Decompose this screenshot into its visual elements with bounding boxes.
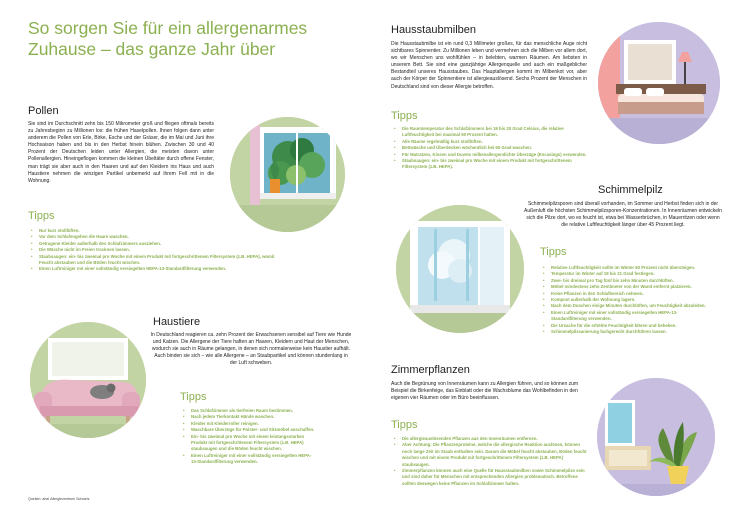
hausstaubmilben-title: Hausstaubmilben [391, 24, 476, 36]
list-item: • Waschbare Überzüge für Polster- und Sitzmöbel anschaffen. [180, 427, 315, 433]
list-item: • Die Ursache für die erhöhte Feuchtigkeit klären und beheben. [540, 323, 712, 329]
list-item: • Das Schlafzimmer als tierfreien Raum bestimmen. [180, 408, 315, 414]
pollen-title: Pollen [28, 105, 59, 117]
pollen-illustration [230, 117, 345, 232]
list-item: • Kleider mit Kleiderroller reinigen. [180, 421, 315, 427]
zimmerpflanzen-tips-list [391, 436, 591, 487]
list-item: • Kompost außerhalb der Wohnung lagern. [540, 297, 712, 303]
hausstaubmilben-tips-list [391, 126, 591, 171]
list-item: • Alle Räume regelmäßig kurz stoßlüften. [391, 139, 591, 145]
schimmelpilz-tips-list [540, 265, 712, 335]
hausstaubmilben-tips-title: Tipps [391, 110, 418, 122]
list-item: • Möbel mindestens zehn Zentimeter von der Wand entfernt platzieren. [540, 284, 712, 290]
list-item: • Staubsaugen: ein- bis zweimal pro Woche mit einem Produkt mit fortgeschrittenem Filtersystem (z.B. HEPA). [391, 158, 591, 171]
list-item: • Für Matratzen, Kissen und Duvets milbenallergendichte Überzüge (Encasings) verwenden. [391, 152, 591, 158]
list-item: • Nach jedem Tierkontakt Hände waschen. [180, 414, 315, 420]
window-plant-illustration [230, 117, 345, 232]
zimmerpflanzen-tips-title: Tipps [391, 419, 418, 431]
hausstaubmilben-illustration [598, 22, 720, 144]
list-item: • Staubsaugen: ein- bis zweimal pro Woche mit einem Produkt mit fortgeschrittenem Filtersystem (z.B. HEPA), womit Feucht abstauben und die Böden feucht wischen. [28, 254, 278, 267]
list-item: • Ein- bis zweimal pro Woche mit einem leistungsstarken Produkt mit fortgeschrittenem Filtersystem (z.B. HEPA) staubsaugen und die Böden feucht wischen. [180, 434, 315, 453]
haustiere-title: Haustiere [153, 316, 201, 328]
list-item: • Einen Luftreiniger mit einer vollständig versiegelten HEPA-13-Standardfilterung verwenden. [28, 266, 278, 272]
haustiere-illustration [30, 322, 146, 438]
pollen-tips-title: Tipps [28, 210, 55, 222]
list-item: • Keine Pflanzen in den Schlafbereich nehmen. [540, 291, 712, 297]
list-item: • Die allergieauslösenden Pflanzen aus den Innenräumen entfernen. [391, 436, 591, 442]
living-room-plant-illustration [597, 378, 715, 496]
list-item: • Temperatur im Winter auf 19 bis 21 Grad festlegen. [540, 271, 712, 277]
hausstaubmilben-body: Die Hausstaubmilbe ist ein rund 0,3 Millimeter großes, für das menschliche Auge nicht sichtbares Spinnentier. Zu Millionen leben und vermehren sich die Milben vor allem dort, wo wir Menschen uns wohlfühlen – in belebten, warmen Räumen. Am liebsten in unserem Bett. Sie sind eine ganzjährige Allergenquelle und auch ein maßgeblicher Bestandteil unseres Hausstaubes. Das Hauptallergen kommt im Milbenkot vor, aber auch der Körper der Spinnentiere ist allergieauslösend. Sechs Prozent der Menschen in Deutschland sind von dieser Allergie betroffen. [391, 41, 587, 90]
pollen-tips-list [28, 228, 278, 273]
list-item: • Einen Luftreiniger mit einer vollständig versiegelten HEPA-13-Standardfilterung verwenden. [540, 310, 712, 323]
list-item: • Vor dem Schlafengehen die Haare waschen. [28, 234, 278, 240]
schimmelpilz-body: Schimmelpilzsporen sind überall vorhanden, im Sommer und Herbst finden sich in der Außenluft die höchsten Schimmelpilzsporen-Konzentrationen. In Innenräumen entwickeln sich die Pilze dort, wo es feucht ist, etwa bei Wasserbrüchen, in Mauerritzen oder wenn die relative Luftfeuchtigkeit länger über 45 Prozent liegt. [524, 201, 722, 229]
sofa-cat-illustration [30, 322, 146, 438]
schimmelpilz-illustration [396, 205, 524, 333]
zimmerpflanzen-illustration [597, 378, 715, 496]
list-item: • Aber Achtung: Die Pflanzenproteine, welche die allergische Reaktion auslösen, können noch lange Zeit im Staub enthalten sein. Darum die Möbel feucht abstauben, Böden feucht wischen und mit einem Produkt mit fortgeschrittenem Filtersystem (z.B. HEPA) staubsaugen. [391, 442, 591, 468]
list-item: • Nach dem Duschen einige Minuten durchlüften, um Feuchtigkeit abzuleiten. [540, 303, 712, 309]
haustiere-tips-list [180, 408, 315, 466]
list-item: • Bettwäsche und Überdecken wöchentlich bei 60 Grad waschen. [391, 145, 591, 151]
page-title: So sorgen Sie für ein allergenarmes Zuhause – das ganze Jahr über [28, 18, 308, 59]
list-item: • Schimmelpilzsanierung fachgerecht durchführen lassen. [540, 329, 712, 335]
list-item: • Zimmerpflanzen können auch eine Quelle für Hausstaubmilben sowie Schimmelpilze sein und sind daher für Menschen mit entsprechenden Allergien problematisch. Betroffene sollten deswegen keine Pflanzen im Schlafzimmer halten. [391, 468, 591, 487]
pollen-body: Sie sind im Durchschnitt zehn bis 150 Mikrometer groß und fliegen oftmals bereits zu Jahresbeginn zu Millionen los: die frühen Haselpollen. Ihnen folgen dann unter anderem die Pollen von Erle, Birke, Esche und der Gräser, die im Mai und Juni ihre Hochsaison haben und bis in den Herbst hinein blühen. Zwischen 30 und 40 Prozent der Deutschen leiden unter Allergien, die meisten davon unter Pollenallergien. Hineingeflogen kommen die kleinen Übeltäter durch offene Fenster, man trägt sie aber auch in den Haaren und auf den Kleidern ins Haus und auch Haustiere nehmen die winzigen Partikel unbemerkt auf ihrem Fell mit in die Wohnung. [28, 121, 214, 184]
haustiere-body: In Deutschland reagieren ca. zehn Prozent der Erwachsenen sensibel auf Tiere wie Hunde und Katzen. Die Allergene der Tiere haften an Haaren, Kleidern und Haut der Menschen, wodurch sie auch in Räume gelangen, in denen sich normalerweise kein Haustier aufhält. Auch binden sie sich – wie alle Allergene – an Staubpartikel und können stundenlang in der Luft schweben. [150, 332, 352, 367]
bedroom-illustration [598, 22, 720, 144]
list-item: • Relative Luftfeuchtigkeit sollte im Winter 50 Prozent nicht übersteigen. [540, 265, 712, 271]
zimmerpflanzen-body: Auch die Begrünung von Innenräumen kann zu Allergien führen, und so können zum Beispiel die Birkenfeige, das Einblatt oder die Wachsblume das Wohlbefinden in den eigenen vier Räumen oder im Büro beeinflussen. [391, 381, 579, 402]
list-item: • Nur kurz stoßlüften. [28, 228, 278, 234]
schimmelpilz-title: Schimmelpilz [598, 184, 663, 196]
zimmerpflanzen-title: Zimmerpflanzen [391, 364, 470, 376]
bathroom-shower-illustration [396, 205, 524, 333]
source-note: Quellen: aha! Allergiezentrum Schweiz [28, 497, 90, 501]
haustiere-tips-title: Tipps [180, 391, 207, 403]
list-item: • Getragene Kleider außerhalb des Schlafzimmers ausziehen. [28, 241, 278, 247]
list-item: • Die Wäsche nicht im Freien trocknen lassen. [28, 247, 278, 253]
schimmelpilz-tips-title: Tipps [540, 246, 567, 258]
list-item: • Einen Luftreiniger mit einer vollständig versiegelten HEPA-13-Standardfilterung verwenden. [180, 453, 315, 466]
list-item: • Die Raumtemperatur des Schlafzimmers bei 18 bis 20 Grad Celsius, die relative Luftfeuchtigkeit bei maximal 50 Prozent halten. [391, 126, 591, 139]
list-item: • Zwei- bis dreimal pro Tag fünf bis zehn Minuten durchlüften. [540, 278, 712, 284]
